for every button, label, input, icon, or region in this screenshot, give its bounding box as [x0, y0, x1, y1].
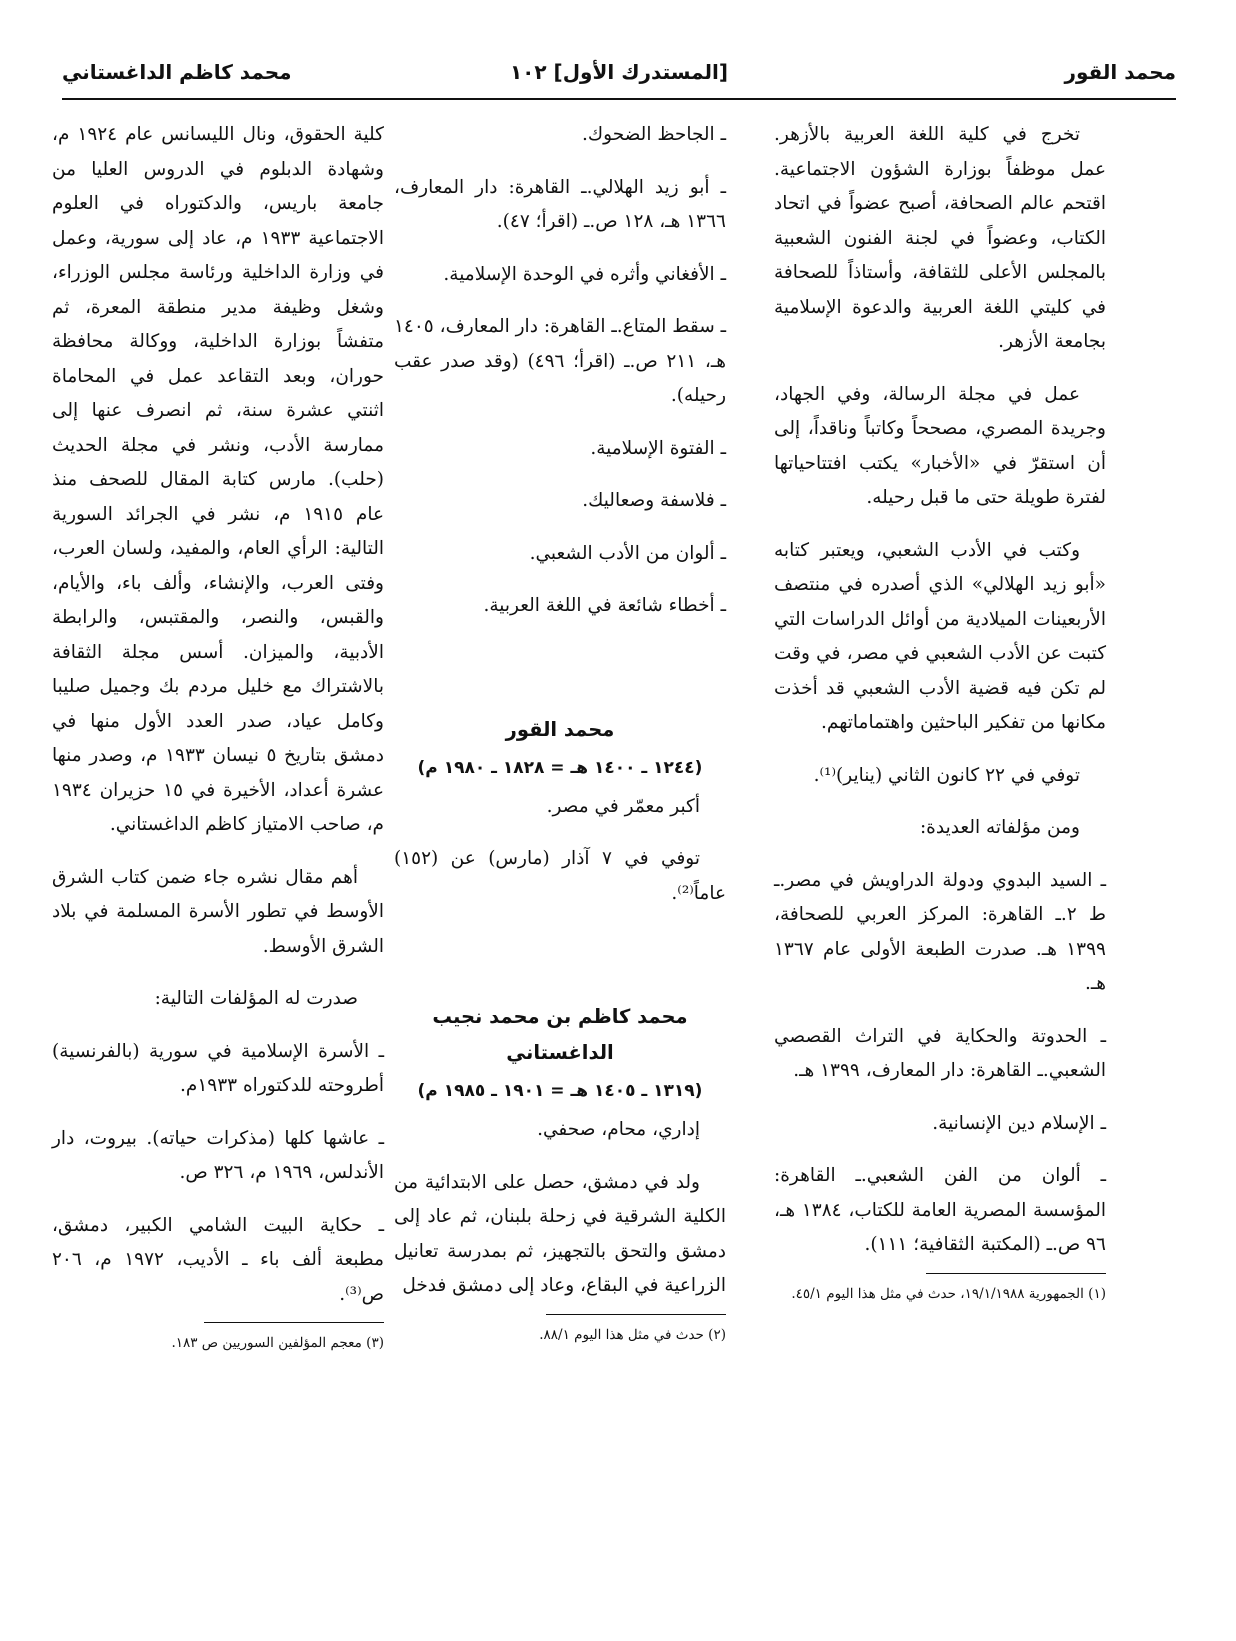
paragraph: عمل في مجلة الرسالة، وفي الجهاد، وجريدة المصري، مصححاً وكاتباً وناقداً، إلى أن استقرّ في «الأخبار» يكتب افتتاحياتها لفترة طويلة حتى ما قبل رحيله.	[774, 383, 1106, 508]
column-middle	[394, 118, 726, 1365]
list-item: ـ الأسرة الإسلامية في سورية (بالفرنسية) أطروحته للدكتوراه ١٩٣٣م.	[52, 1040, 384, 1096]
footnote-rule	[546, 1314, 726, 1315]
footnote: (١) الجمهورية ١٩/١/١٩٨٨، حدث في مثل هذا اليوم ٤٥/١.	[791, 1285, 1106, 1302]
spacer	[394, 642, 726, 712]
list-item: ـ الفتوة الإسلامية.	[590, 437, 726, 459]
list-item: ـ الجاحظ الضحوك.	[582, 124, 726, 145]
paragraph: توفي في ٢٢ كانون الثاني (يناير)⁽¹⁾.	[813, 764, 1080, 786]
paragraph: إداري، محام، صحفي.	[537, 1119, 700, 1140]
list-item: ـ الأفغاني وأثره في الوحدة الإسلامية.	[443, 263, 726, 285]
spacer	[394, 929, 726, 999]
paragraph: كلية الحقوق، ونال الليسانس عام ١٩٢٤ م، وشهادة الدبلوم في الدروس العليا من جامعة باريس، والدكتوراه في العلوم الاجتماعية ١٩٣٣ م، عاد إلى سورية، وعمل في وزارة الداخلية ورئاسة مجلس الوزراء، وشغل وظيفة مدير منطقة المعرة، ثم متفشاً بوزارة الداخلية، ووكالة محافظة حوران، وبعد التقاعد عمل في المحاماة اثنتي عشرة سنة، ثم انصرف عنها إلى ممارسة الأدب، ونشر في مجلة الحديث (حلب). مارس كتابة المقال للصحف منذ عام ١٩١٥ م، نشر في الجرائد السورية التالية: الرأي العام، والمفيد، ولسان العرب، وفتى العرب، والإنشاء، وألف باء، والأيام، والقبس، والنصر، والمقتبس، والرابطة الأدبية، والميزان. أسس مجلة الثقافة بالاشتراك مع خليل مردم بك وجميل صليبا وكامل عياد، صدر العدد الأول منها في دمشق بتاريخ ٥ نيسان ١٩٣٣ م، وصدر منها عشرة أعداد، الأخيرة في ١٥ حزيران ١٩٣٤ م، صاحب الامتياز كاظم الداغستاني.	[52, 124, 385, 835]
entry-dates: (١٢٤٤ ـ ١٤٠٠ هـ = ١٨٢٨ ـ ١٩٨٠ م)	[417, 757, 703, 778]
list-item: ـ حكاية البيت الشامي الكبير، دمشق، مطبعة ألف باء ـ الأديب، ١٩٧٢ م، ٢٠٦ ص⁽³⁾.	[52, 1214, 385, 1305]
column-right	[774, 118, 1106, 1324]
paragraph: وكتب في الأدب الشعبي، ويعتبر كتابه «أبو زيد الهلالي» الذي أصدره في منتصف الأربعينات الميلادية من أوائل الدراسات التي كتبت عن الأدب الشعبي في مصر، في وقت لم تكن فيه قضية الأدب الشعبي قد أخذت مكانها من تفكير الباحثين واهتماماتهم.	[774, 539, 1106, 733]
list-item: ـ ألوان من الفن الشعبي.ـ القاهرة: المؤسسة المصرية العامة للكتاب، ١٣٨٤ هـ، ٩٦ ص.ـ (المكتبة الثقافية؛ ١١١).	[774, 1165, 1107, 1255]
header-right-title: محمد القور	[1064, 60, 1176, 84]
list-item: ـ ألوان من الأدب الشعبي.	[529, 542, 726, 564]
list-item: ـ فلاسفة وصعاليك.	[582, 490, 726, 511]
entry-heading: محمد القور	[505, 717, 615, 741]
entry-dates: (١٣١٩ ـ ١٤٠٥ هـ = ١٩٠١ ـ ١٩٨٥ م)	[417, 1081, 703, 1101]
paragraph: تخرج في كلية اللغة العربية بالأزهر. عمل موظفاً بوزارة الشؤون الاجتماعية. اقتحم عالم الصحافة، أصبح عضواً في اتحاد الكتاب، وعضواً في لجنة الفنون الشعبية بالمجلس الأعلى للثقافة، وأستاذاً للصحافة في كليتي اللغة العربية والدعوة الإسلامية بجامعة الأزهر.	[774, 124, 1106, 352]
list-item: ـ السيد البدوي ودولة الدراويش في مصر.ـ ط ٢.ـ القاهرة: المركز العربي للصحافة، ١٣٩٩ هـ. صدرت الطبعة الأولى عام ١٣٦٧ هـ.	[774, 869, 1106, 994]
paragraph: ولد في دمشق، حصل على الابتدائية من الكلية الشرقية في زحلة بلبنان، ثم عاد إلى دمشق والتحق بالتجهيز، ثم بمدرسة تعانيل الزراعية في البقاع، وعاد إلى دمشق فدخل	[394, 1171, 726, 1296]
footnote-rule	[204, 1322, 384, 1323]
header-left-title: محمد كاظم الداغستاني	[62, 60, 292, 84]
header-center-page: [المستدرك الأول] ١٠٢	[509, 60, 729, 84]
list-item: ـ الحدوتة والحكاية في التراث القصصي الشعبي.ـ القاهرة: دار المعارف، ١٣٩٩ هـ.	[774, 1025, 1106, 1081]
footnote-rule	[926, 1273, 1106, 1274]
entry-heading: محمد كاظم بن محمد نجيب الداغستاني	[432, 1005, 688, 1064]
paragraph: صدرت له المؤلفات التالية:	[154, 988, 358, 1009]
list-item: ـ عاشها كلها (مذكرات حياته). بيروت، دار الأندلس، ١٩٦٩ م، ٣٢٦ ص.	[52, 1127, 384, 1183]
column-left	[52, 118, 384, 1373]
list-item: ـ الإسلام دين الإنسانية.	[932, 1112, 1106, 1134]
paragraph: أكبر معمّر في مصر.	[546, 795, 700, 817]
paragraph: ومن مؤلفاته العديدة:	[919, 817, 1080, 838]
paragraph: توفي في ٧ آذار (مارس) عن (١٥٢) عاماً⁽²⁾.	[394, 848, 726, 904]
footnote: (٣) معجم المؤلفين السوريين ص ١٨٣.	[171, 1335, 384, 1351]
list-item: ـ أبو زيد الهلالي.ـ القاهرة: دار المعارف، ١٣٦٦ هـ، ١٢٨ ص.ـ (اقرأ؛ ٤٧).	[394, 176, 726, 232]
list-item: ـ أخطاء شائعة في اللغة العربية.	[483, 595, 726, 616]
list-item: ـ سقط المتاع.ـ القاهرة: دار المعارف، ١٤٠٥ هـ، ٢١١ ص.ـ (اقرأ؛ ٤٩٦) (وقد صدر عقب رحيله).	[394, 316, 726, 406]
footnote: (٢) حدث في مثل هذا اليوم ٨٨/١.	[539, 1326, 726, 1343]
running-header	[62, 52, 1176, 100]
paragraph: أهم مقال نشره جاء ضمن كتاب الشرق الأوسط في تطور الأسرة المسلمة في بلاد الشرق الأوسط.	[52, 866, 384, 957]
